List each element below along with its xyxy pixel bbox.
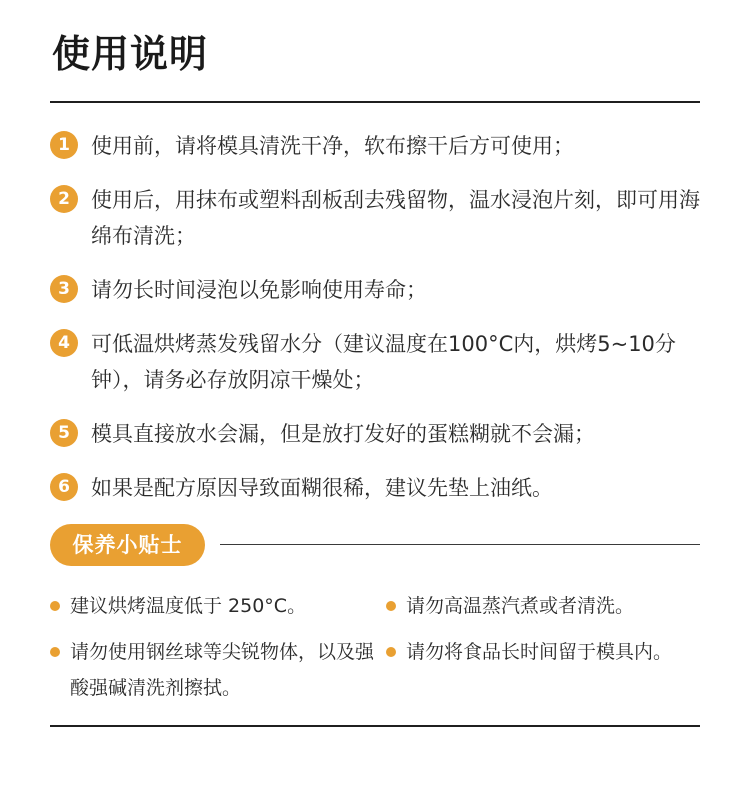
step-text: 可低温烘烤蒸发残留水分（建议温度在100°C内，烘烤5~10分钟），请务必存放阴凉干燥处； bbox=[91, 332, 676, 392]
bullet-dot-icon bbox=[50, 601, 60, 611]
tip-item bbox=[50, 588, 390, 624]
tip-item bbox=[386, 634, 736, 670]
title-divider bbox=[50, 101, 700, 103]
step-text: 使用前，请将模具清洗干净，软布擦干后方可使用； bbox=[91, 134, 574, 158]
list-item bbox=[50, 470, 705, 506]
step-number-badge: 5 bbox=[50, 419, 78, 447]
tip-text: 请勿将食品长时间留于模具内。 bbox=[406, 641, 673, 663]
step-number-badge: 3 bbox=[50, 275, 78, 303]
list-item bbox=[50, 272, 705, 308]
step-text: 模具直接放水会漏，但是放打发好的蛋糕糊就不会漏； bbox=[91, 422, 595, 446]
step-number-badge: 6 bbox=[50, 473, 78, 501]
list-item bbox=[50, 128, 705, 164]
tip-item bbox=[386, 588, 736, 624]
list-item bbox=[50, 416, 705, 452]
bullet-dot-icon bbox=[50, 647, 60, 657]
bullet-dot-icon bbox=[386, 647, 396, 657]
page-title: 使用说明 bbox=[52, 32, 209, 76]
tips-divider bbox=[220, 544, 700, 545]
step-text: 使用后，用抹布或塑料刮板刮去残留物，温水浸泡片刻，即可用海绵布清洗； bbox=[91, 188, 700, 248]
list-item bbox=[50, 182, 705, 254]
step-number-badge: 1 bbox=[50, 131, 78, 159]
tip-text: 请勿使用钢丝球等尖锐物体，以及强酸强碱清洗剂擦拭。 bbox=[70, 641, 375, 699]
tip-text: 请勿高温蒸汽煮或者清洗。 bbox=[406, 595, 635, 617]
list-item bbox=[50, 326, 705, 398]
tip-text: 建议烘烤温度低于 250°C。 bbox=[70, 595, 307, 617]
bottom-divider bbox=[50, 725, 700, 727]
tip-item bbox=[50, 634, 390, 706]
tips-heading-badge: 保养小贴士 bbox=[50, 524, 205, 566]
step-text: 请勿长时间浸泡以免影响使用寿命； bbox=[91, 278, 427, 302]
bullet-dot-icon bbox=[386, 601, 396, 611]
instruction-list bbox=[50, 128, 705, 506]
step-number-badge: 2 bbox=[50, 185, 78, 213]
step-number-badge: 4 bbox=[50, 329, 78, 357]
step-text: 如果是配方原因导致面糊很稀，建议先垫上油纸。 bbox=[91, 476, 553, 500]
